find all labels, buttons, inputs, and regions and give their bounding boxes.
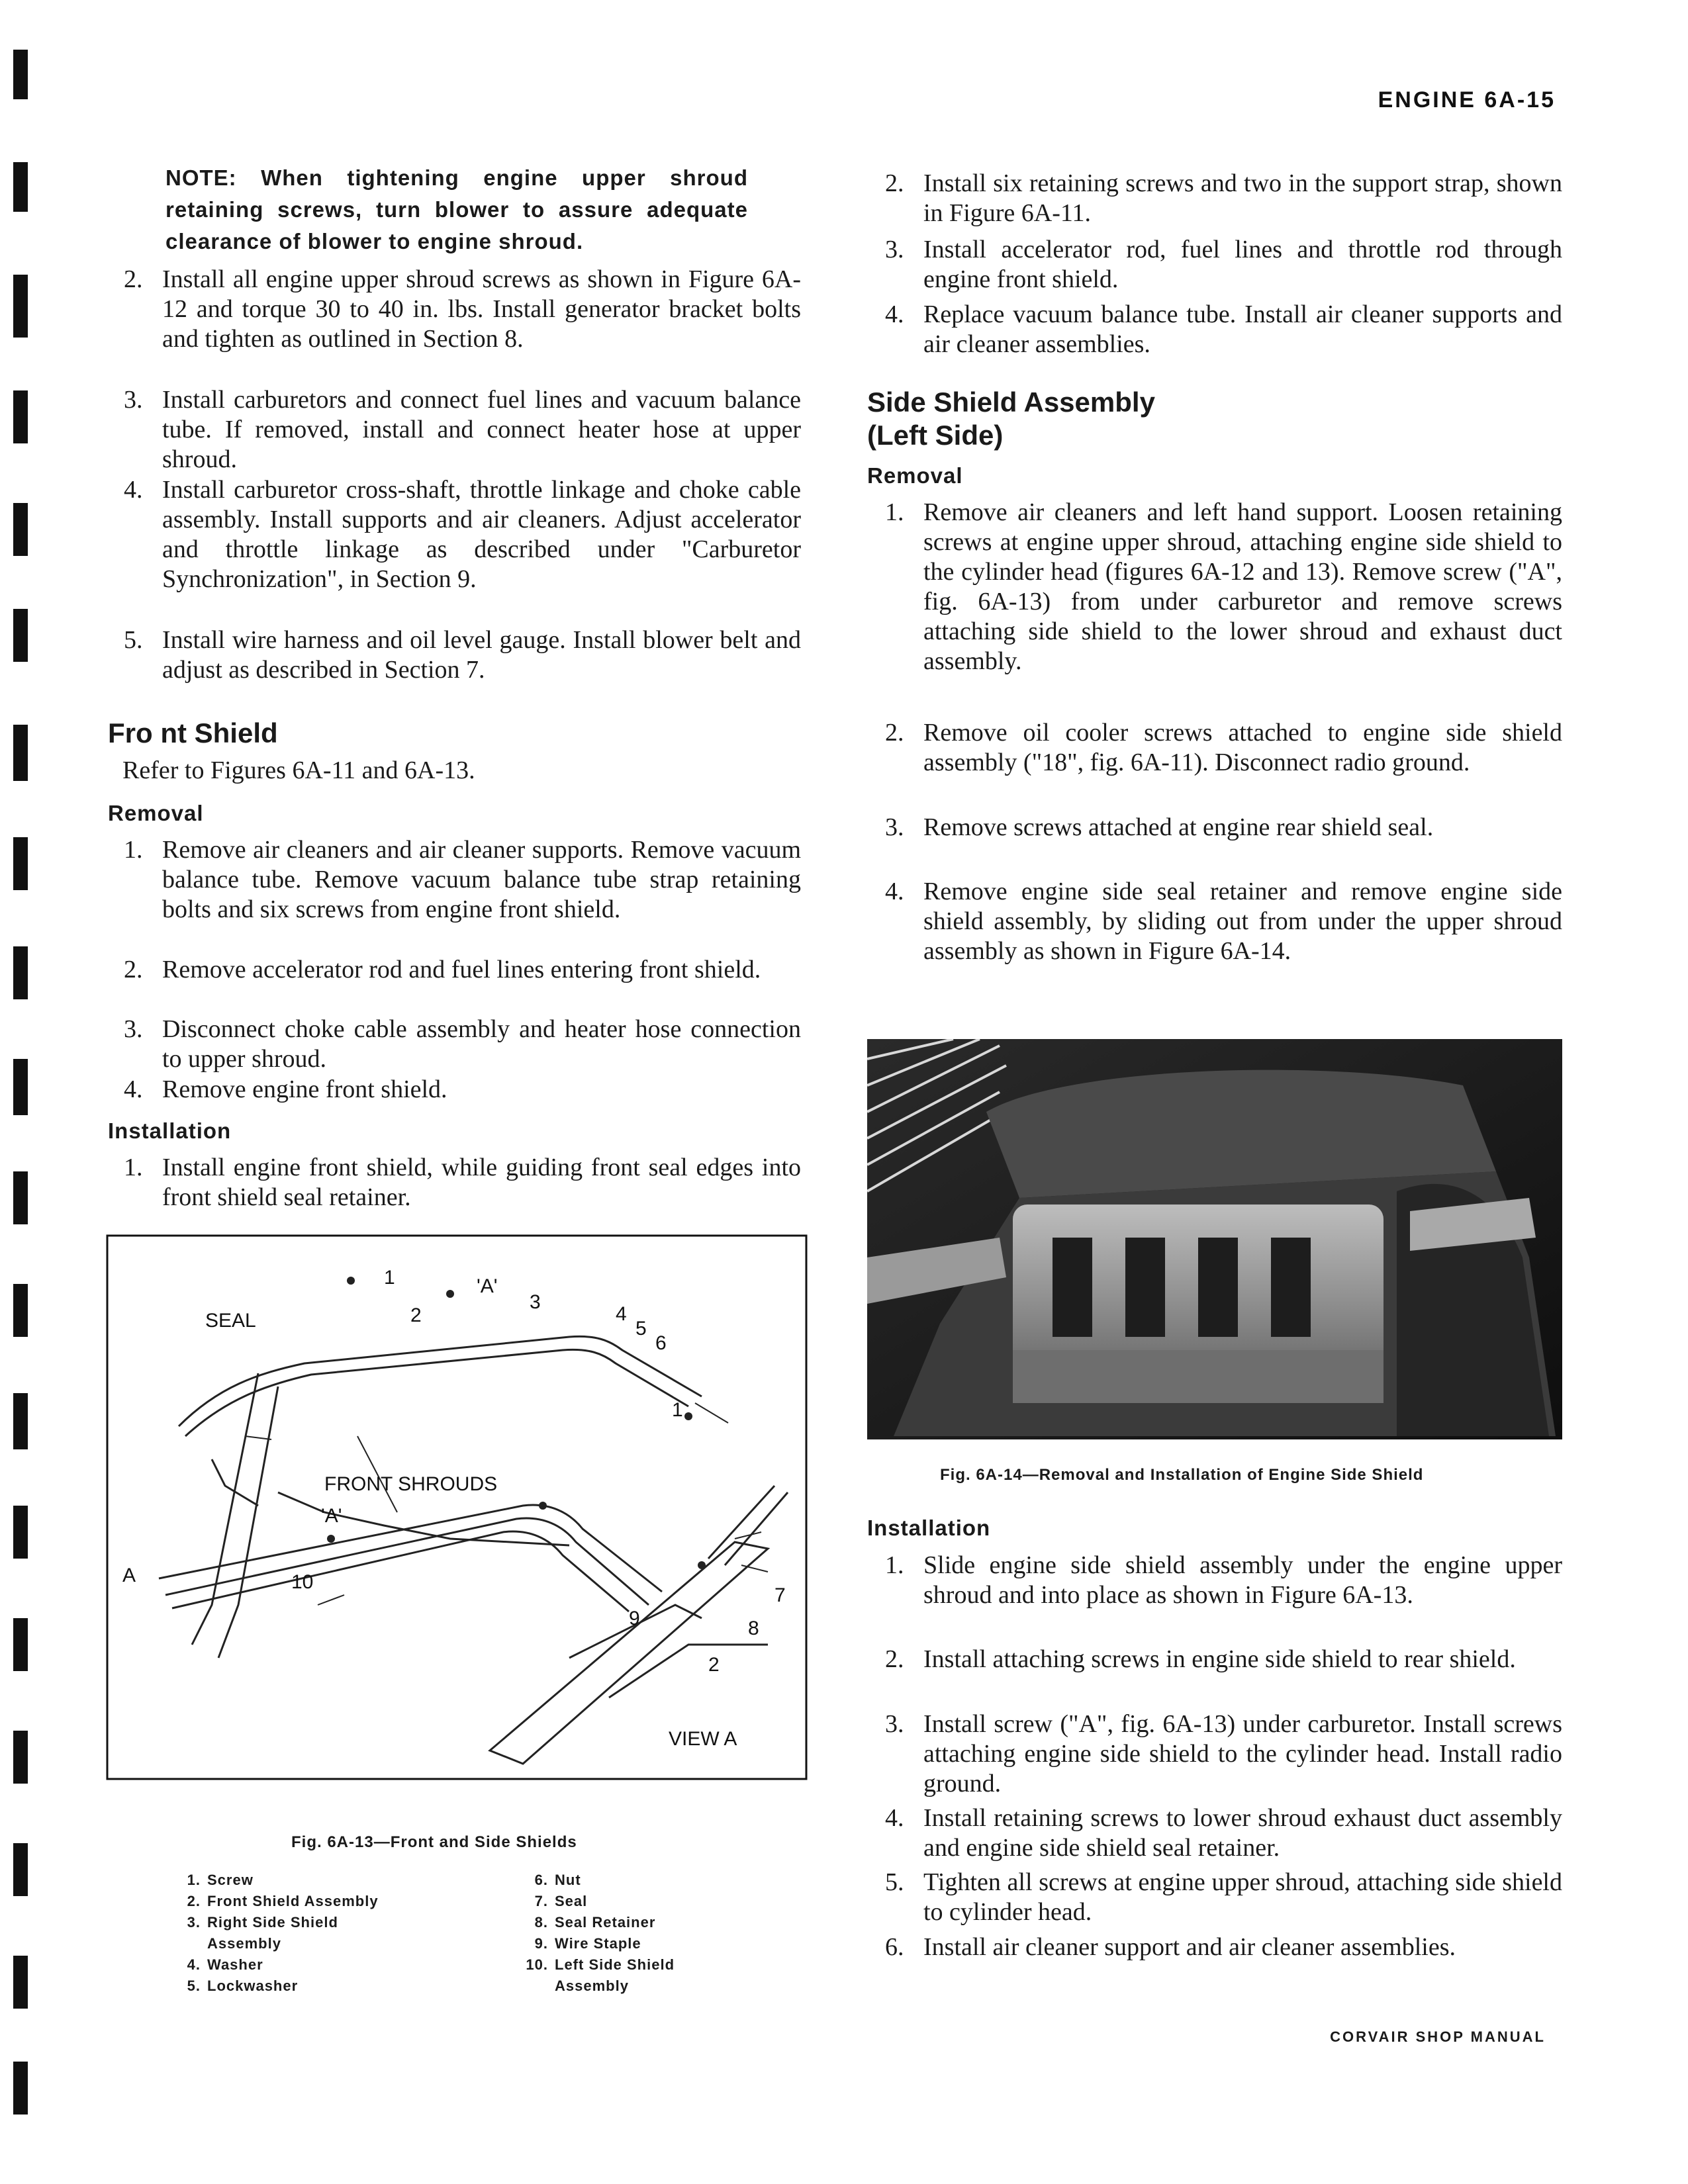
figure-legend-left [175, 1870, 440, 1997]
legend-item: 10. Left Side Shield Assembly [526, 1956, 675, 1994]
figure-front-side-shields [106, 1234, 808, 1780]
page-header: ENGINE 6A-15 [1378, 87, 1556, 113]
binding-bar [13, 390, 28, 443]
label-seal: SEAL [205, 1310, 256, 1332]
binding-bar [13, 1956, 28, 2009]
label-8: 8 [748, 1617, 759, 1639]
figure-caption: Fig. 6A-13—Front and Side Shields [291, 1833, 577, 1851]
list-item: 2. Install all engine upper shroud screws as shown in Figure 6A-12 and torque 30 to 40 in. lbs. Install generator bracket bolts and tighten as outlined in Section 8. [124, 265, 801, 353]
list-item: 6. Install air cleaner support and air cleaner assemblies. [885, 1933, 1456, 1961]
binding-bar [13, 1284, 28, 1337]
label-4: 4 [616, 1303, 627, 1325]
legend-item: 9. Wire Staple [534, 1935, 641, 1952]
list-item: 3. Disconnect choke cable assembly and heater hose connection to upper shroud. [124, 1015, 801, 1073]
list-item: 4. Remove engine side seal retainer and remove engine side shield assembly, by sliding out from under the upper shroud assembly as shown in Figure 6A-14. [885, 878, 1562, 965]
list-item: 3. Install accelerator rod, fuel lines and throttle rod through engine front shield. [885, 236, 1562, 293]
binding-bar [13, 837, 28, 890]
binding-bar [13, 609, 28, 662]
list-item: 3. Install screw ("A", fig. 6A-13) under carburetor. Install screws attaching engine side shield to the cylinder head. Install radio ground. [885, 1710, 1562, 1797]
label-view-a: VIEW A [669, 1728, 737, 1750]
label-front-shrouds: FRONT SHROUDS [324, 1473, 498, 1495]
list-item: 5. Install wire harness and oil level gauge. Install blower belt and adjust as described in Section 7. [124, 626, 801, 684]
subheading-removal: Removal [108, 801, 204, 825]
binding-bar [13, 946, 28, 999]
binding-bar [13, 275, 28, 338]
figure-legend-right [523, 1870, 788, 1997]
list-item: 1. Install engine front shield, while guiding front seal edges into front shield seal retainer. [124, 1154, 801, 1211]
label-2: 2 [410, 1304, 422, 1326]
binding-bar [13, 162, 28, 212]
binding-bar [13, 1731, 28, 1784]
section-heading-side-shield: Side Shield Assembly (Left Side) [867, 387, 1155, 451]
subheading-installation: Installation [108, 1118, 232, 1143]
list-item: 2. Install six retaining screws and two in the support strap, shown in Figure 6A-11. [885, 169, 1562, 227]
subheading-installation: Installation [867, 1516, 991, 1540]
label-2: 2 [708, 1654, 720, 1676]
label-5: 5 [635, 1318, 647, 1340]
binding-bar [13, 1171, 28, 1224]
legend-item: 8. Seal Retainer [534, 1914, 656, 1931]
list-item: 4. Replace vacuum balance tube. Install air cleaner supports and air cleaner assemblies. [885, 300, 1562, 358]
note-text: NOTE: When tightening engine upper shroud retaining screws, turn blower to assure adequate clearance of blower to engine shroud. [165, 165, 748, 253]
list-item: 3. Remove screws attached at engine rear shield seal. [885, 813, 1434, 841]
subheading-removal: Removal [867, 463, 963, 488]
photo-caption: Fig. 6A-14—Removal and Installation of Engine Side Shield [940, 1466, 1424, 1484]
engine-side-shield-photo [867, 1039, 1562, 1439]
list-item: 2. Install attaching screws in engine side shield to rear shield. [885, 1645, 1516, 1673]
list-item: 2. Remove oil cooler screws attached to engine side shield assembly ("18", fig. 6A-11). Disconnect radio ground. [885, 719, 1562, 776]
binding-bar [13, 50, 28, 99]
binding-bar [13, 725, 28, 781]
label-7: 7 [774, 1584, 786, 1606]
list-item: 4. Install retaining screws to lower shroud exhaust duct assembly and engine side shield seal retainer. [885, 1804, 1562, 1862]
list-item: 1. Remove air cleaners and left hand support. Loosen retaining screws at engine upper shroud, attaching engine side shield to the cylinder head (figures 6A-12 and 13). Remove screw ("A", fig. 6A-13) from under carburetor and remove screws attaching side shield to the lower shroud and exhaust duct assembly. [885, 498, 1562, 675]
legend-item: 4. Washer [187, 1956, 263, 1973]
label-1: 1 [384, 1267, 395, 1289]
binding-bar [13, 503, 28, 556]
binding-bar [13, 1393, 28, 1449]
label-a-quoted: 'A' [477, 1275, 498, 1297]
binding-bar [13, 1618, 28, 1671]
label-6: 6 [655, 1332, 667, 1354]
binding-bar [13, 1059, 28, 1115]
list-item: 5. Tighten all screws at engine upper shroud, attaching side shield to cylinder head. [885, 1868, 1562, 1926]
label-9: 9 [629, 1608, 640, 1629]
list-item: 1. Slide engine side shield assembly under the engine upper shroud and into place as shown in Figure 6A-13. [885, 1551, 1562, 1609]
section-heading-front-shield: Fro nt Shield [108, 717, 278, 749]
legend-item: 6. Nut [534, 1872, 581, 1888]
list-item: 4. Install carburetor cross-shaft, throttle linkage and choke cable assembly. Install supports and air cleaners. Adjust accelerator and throttle linkage as described under "Carburetor Synchronization", in Section 9. [124, 476, 801, 593]
page-footer: CORVAIR SHOP MANUAL [1330, 2028, 1546, 2045]
list-item: 2. Remove accelerator rod and fuel lines entering front shield. [124, 956, 761, 983]
label-3: 3 [530, 1291, 541, 1313]
label-10: 10 [291, 1571, 314, 1593]
list-item: 4. Remove engine front shield. [124, 1075, 447, 1103]
label-a: A [122, 1565, 136, 1586]
binding-bar [13, 2062, 28, 2115]
legend-item: 1. Screw [187, 1872, 254, 1888]
binding-bar [13, 1843, 28, 1896]
label-a-quoted: 'A' [321, 1505, 342, 1527]
legend-item: 5. Lockwasher [187, 1978, 299, 1994]
refer-text: Refer to Figures 6A-11 and 6A-13. [122, 756, 475, 784]
list-item: 1. Remove air cleaners and air cleaner supports. Remove vacuum balance tube. Remove vacuum balance tube strap retaining bolts and six screws from engine front shield. [124, 836, 801, 923]
legend-item: 2. Front Shield Assembly [187, 1893, 379, 1909]
legend-item: 7. Seal [534, 1893, 588, 1909]
legend-item: 3. Right Side Shield Assembly [187, 1914, 338, 1952]
list-item: 3. Install carburetors and connect fuel lines and vacuum balance tube. If removed, install and connect heater hose at upper shroud. [124, 386, 801, 473]
binding-bar [13, 1506, 28, 1559]
label-1: 1 [672, 1399, 683, 1421]
